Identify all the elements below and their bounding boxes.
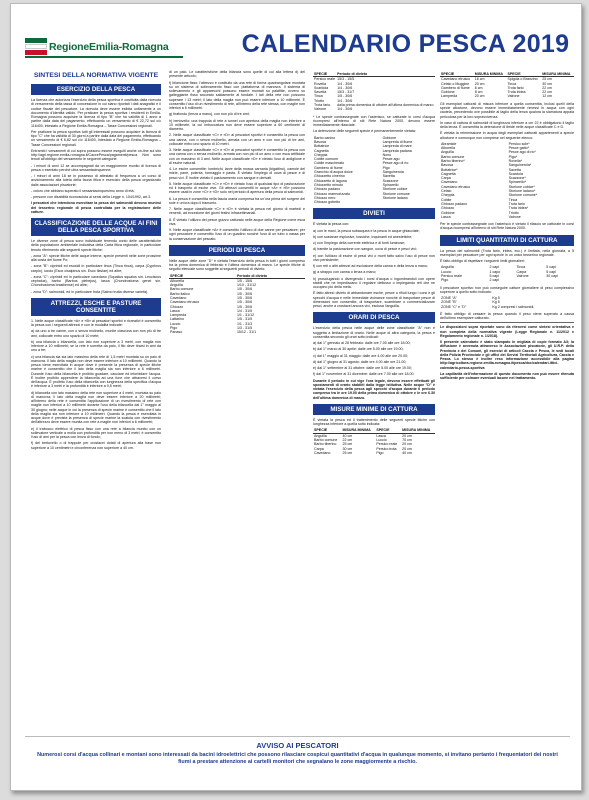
table-cell: 22 cm [542,85,553,90]
table-cell: Ghiozzo marmorizzato [314,191,350,196]
table-cell: Cobite [441,197,452,202]
table-cell [382,200,435,204]
table-cell: Cheppia [441,193,455,198]
table-cell: Ghiozzetto di laguna [314,178,347,183]
table-cell: 1/1 - 31/3 [236,321,253,326]
paragraph: 7. Nelle acque classificate «C» e «D» è vietata la pesca nel giorno di martedì e venerdì, ad eccezione dei giorni festivi infrasettimanali. [169,207,305,216]
table-cell: Persico reale [376,442,398,447]
table-cell: 1/4 - 30/6 [337,107,353,112]
table-cell: Sanguinerola* [508,163,532,168]
table-cell: Ghiozzo padano [441,201,468,206]
table-cell: Carpa [441,176,451,181]
table-cell: Trota fario [507,85,524,90]
column-1 [31,70,161,732]
table-cell: Cavedano [441,180,458,185]
table-cell: Trota fario [508,201,525,206]
table-cell: dalla prima domenica di ottobre all'ultima domenica di marzo [337,103,434,108]
protected-species-table [313,136,435,205]
minimum-size-body-2 [440,77,574,99]
divider [440,322,574,323]
table-cell: Ghiozzo gobetto [314,200,341,205]
paragraph: La licenza che autorizza l'esercizio della pesca sportiva è costituita dalla ricevuta di versamento della tassa di concessione in cui siano riportati i dati anagrafici e il codice fiscale del pescatore. La ricevuta deve essere esibita unitamente a un documento d'identità valido. Per praticare la pesca sportiva i residenti in Emilia-Romagna possono acquisire la licenza di tipo "B" che ha validità di 1 anno a partire dalla data del pagamento, effettuando un versamento di € 22,72 sul c/c 116400, intestato a Regione Emilia-Romagna – Tasse Concessioni regionali. [31,98,161,128]
region-logo [25,38,185,64]
table-cell: Pigo [376,450,384,455]
paragraph: La detenzione delle seguenti specie è permanentemente vietata: [313,129,416,134]
paragraph: La pesca dei salmonidi (Trota fario, iridea, ecc.) è limitata, nella giornata, a 5 esemplari per pescatore per ogni specie in un unico tesserino regionale. [440,248,574,257]
table-cell: 1/4 - 31/5 [236,308,253,313]
table-row [169,330,305,334]
paragraph: d) tramite la pasturazione con sangue, uova di pesce e pesci vivi; [313,247,417,252]
paragraph: a) da uno a tre canne, con o senza mulinello, munite ciascuna con non più di tre ami, collocate entro uno spazio di 10 metri; [31,329,161,338]
paragraph: - i minori di anni 12 se accompagnati da un maggiorenne munito di licenza di pesca o esentato perché ultra sessantacinquenne; [31,163,161,172]
table-cell: 30 cm [342,446,353,451]
paragraph: Gli esemplari catturati di misura inferiore a quella consentita, inclusi quelli della specie alloctone, devono essere immediatamente rimessi in acqua con ogni cautela, precedendo ove possibile al taglio della lenza qualora la slamatura appaia pericolosa per la loro sopravvivenza. [440,101,574,119]
footer-notice [25,736,570,786]
table-cell: Lasca [441,214,451,219]
table-cell: 15/12 - 31/1 [236,330,257,335]
paragraph: Entrambi i versamenti di cui sopra possono essere eseguiti anche on-line sul sito http://agri.regione.emilia-romagna.it/CaccePesca/pagamenti/pesca. Non sono tenuti all'obbligo del versamento le seguenti categorie: [31,148,161,162]
paragraph: La capillarità dell'informazione di questo documento non può essere ritenuta sufficiente per colmare eventuali lacune nel trattamento. [440,371,574,381]
paragraph: È fatto obbligo di rispettare i seguenti limiti giornalieri: [440,259,525,264]
paragraph: - zona "B": ciprinidi ed esocidi in particolare tinca (Tinca tinca), carpa (Cyprinus carpio), luccio (Esox cisalpinus sin. Esox flaviae) ed altre; [31,264,161,273]
zone-weights-table [440,296,574,309]
table-cell: 1/5 - 30/6 [236,291,253,296]
table-cell: Barbo italico [170,291,190,296]
table-cell: Vairone [508,214,521,219]
table-cell: Carpa [516,269,527,274]
table-cell: 1/5 - 31/5 [236,317,253,322]
table-cell: 15/3 - 15/5 [337,77,355,82]
table-header: MISURA MINIMA [341,428,375,433]
page-title: CALENDARIO PESCA 2019 [241,30,570,58]
paragraph: c) con l'impiego della corrente elettrica e di fonti luminose; [313,241,406,246]
table-cell: Trota iridea [507,90,526,95]
table-cell: Lampreda di fiume [382,139,413,144]
table-cell: Cefalo o Muggine [441,81,470,86]
table-header: SPECIE [169,274,236,279]
table-cell: 5 capi [546,265,556,270]
table-cell: Carpa [314,446,324,451]
column-4 [440,70,574,732]
table-cell: 20 cm [474,81,485,86]
paragraph: 1. Nelle acque classificate «A» e «B» ai pescatori sportivi e ricreativi è consentito la pesca con i seguenti attrezzi e con le modalità indicate: [31,318,161,327]
section-title-limiti: LIMITI QUANTITATIVI DI CATTURA [440,235,574,246]
table-cell: Nono [382,152,392,157]
table-cell: 8 cm [474,90,483,95]
table-cell: Pigo [441,278,449,283]
table-cell: Triotto [508,210,519,215]
table-cell: 1/5 - 15/6 [236,278,253,283]
paragraph: f) bilancione fisso: l'attrezzo è costituito da una rete di forma quadrangolare montata su un sistema di sollevamento fisso con piattaforma di manovra. Il sistema di sollevamento e gli apparecchi possono essere montati su palafitte, ovvero su galleggiante fisso ancorato saldamente al fondale. I lati della rete non possono superare i 13 metri; il lato della maglia non può essere inferiore a 10 millimetri. È consentito l'uso di un rivestimento di rete, all'interno della rete stessa, con maglie non inferiori a 6 millimetri. [169,80,305,110]
table-cell: Alborella [441,146,455,151]
table-cell: 40 cm [342,433,353,438]
logo-rule [25,56,183,58]
table-cell: Pesce ago di rio* [508,150,536,155]
table-cell: Vairone [314,107,327,112]
paragraph: * Le specie contrassegnate con l'asterisco, se catturate in corsi d'acqua ricompresi all'interno di siti Rete Natura 2000, devono essere immediatamente rilasciate. [313,114,435,128]
section-title-periodi: PERIODI DI PESCA [169,245,305,256]
table-cell: Abramide [441,141,457,146]
table-header: MISURA MINIMA [541,72,574,77]
table-cell: 2 capi [489,278,500,283]
table-cell: Barbo comune [441,154,465,159]
table-cell: 1/5 - 30/6 [236,300,253,305]
table-cell: Persico reale [441,273,462,278]
table-cell: Vairone [516,273,529,278]
table-cell: 1/1 - 31/12 [236,313,255,318]
table-cell: Pigo* [508,154,518,159]
table-cell: Kg 5 [492,296,500,301]
table-cell: 1/4 - 30/6 [337,81,353,86]
column-2 [169,70,305,732]
table-header: SPECIE [313,428,341,433]
table-cell: 16 cm [474,77,485,82]
table-cell: Cagnetta [314,148,329,153]
table-cell: Cobite comune [314,157,339,162]
paragraph: È fatto obbligo di cessare la pesca quando il peso viene superato a causa dell'ultimo esemplare catturato. [440,311,574,321]
minimum-size-table [313,428,435,455]
table-cell: ZONE "B" [441,300,457,305]
table-header: SPECIE [313,72,336,77]
table-cell: Pesce ago [382,157,400,162]
table-cell: Barbo comune [314,438,338,443]
table-cell: Trota fario [314,103,331,108]
table-header: MISURA MINIMA [474,72,507,77]
table-cell: Anguilla [170,283,183,288]
table-cell: Panaso [170,330,183,335]
paragraph: Il pescatore sportivo non può conseguire catture giornaliere di peso complessivo superiore a quello sotto indicato: [440,285,574,294]
table-cell: 1/4 - 30/6 [337,85,353,90]
table-cell: Bottatrice [314,144,330,149]
table-cell [516,278,546,282]
catch-limits-table [440,265,574,282]
table-cell: 25 cm [342,450,353,455]
table-cell: Tinca [507,81,517,86]
table-cell: Persico trota [376,446,397,451]
table-cell: Ghiozzetto minuto [314,182,343,187]
table-cell: Tinca [314,94,323,99]
paragraph: e) il trabocco elettrico di pesca fisso con una rete a bilancia munito con un sollevatore verticale a molla con profondità per non meno di 3 metri; è consentito l'uso di ami per la pesca con lenza di fondo; [31,426,161,439]
table-cell: Persico reale [314,77,335,82]
paragraph: 2. Nelle acque classificate «C» e «D» ai pescatori sportivi è consentito la pesca con una canna, con o senza mulinello, armata con un amo e con non più di tre ami, collocate entro uno spazio di 10 metri. [169,133,305,146]
paragraph: Le diverse zone di pesca sono individuate tenendo conto delle caratteristiche della popolazione ambientale indicativa della Carta Ittica regionale, in particolare tenuto riferimento alle seguenti specie ittiche: [31,239,161,252]
table-header: Periodo di divieto [336,72,435,77]
table-cell: Rovella [314,81,326,86]
list-item: b) dal 1° marzo al 30 aprile: dalle ore 5.00 alle ore 19.00; [313,347,404,352]
table-cell: Storione comune [382,191,410,196]
table-cell: 70 cm [402,438,412,443]
table-cell: Storione ladano [382,195,408,200]
table-row [313,107,435,111]
table-cell: Alborella [170,278,184,283]
table-cell: Storione cobice* [508,184,535,189]
table-cell: Sanguinerola [382,170,404,175]
table-cell: Granchio di acqua dolce [314,170,353,175]
paragraph: In caso di cattura di salmonidi di lunghezza inferiore a cm 22 è obbligatorio il taglio della lenza. È consentita la detenzione di ibride nelle acque classificate C e D. [440,120,574,130]
section-title-classificazione: CLASSIFICAZIONE DELLE ACQUE AI FINI DELLA PESCA SPORTIVA [31,218,161,236]
table-cell [545,278,574,282]
paragraph: a) con le mani, la pesca subacquea e la pesca in acque ghiacciate; [313,228,420,233]
paragraph: - zona "A": specie ittiche delle acque interne, specie presenti nelle zone prossime alla costa del fiume Po; [31,253,161,262]
paragraph: di un palo. Le caratteristiche della bilancia sono quelle di cui alla lettera d) del presente articolo; [169,70,305,79]
paragraph: d) bilancella con lato massimo della rete non superiore a 4 metri, montata su palo di manovra; il lato della maglia non deve essere inferiore a 20 millimetri; all'interno della rete è consentita l'applicazione di un rivestimento di rete con maglie non inferiori a 10 millimetri durante l'uso della bilancella dal 1° maggio al 30 giugno; nelle acque in cui la presenza di specie marine è consentito che il lato della maglia sia non inferiore a 10 millimetri. Quando la pesca è esercitata in acque dove è prevista la presenza di specie marine la scatola con rivestimento dell'attrezzo deve essere munita con rete a maglie non inferiori a 6 millimetri; [31,390,161,425]
table-cell: Cagnetta [441,171,456,176]
table-cell: Triotto [314,98,325,103]
paragraph: b) con sostanze esplosive, tossiche, inquinanti ed anestetiche; [313,234,413,239]
table-row [440,215,574,219]
table-cell: 20 cm [402,446,412,451]
table-cell: Bottatrice* [441,167,458,172]
table-cell: Gobione [441,210,455,215]
paragraph: Nelle acque delle zone "D" è vietata l'esercizio della pesca in tutti i giorni compreso tra la prima domenica di febbraio e l'ultima domenica di marzo. Le specie ittiche di seguito elencate sono soggette ai seguenti periodi di divieto: [169,258,305,272]
table-cell: Barbo tiberino [314,442,337,447]
periods-table [169,274,305,335]
periods-body-2 [313,77,435,112]
table-cell: Ghiozzetto cinerino [314,174,345,179]
table-cell: 25 cm [342,442,353,447]
protected-body [313,136,435,205]
table-cell: Savetta [382,174,395,179]
table-cell: Bavosa [441,163,453,168]
table-cell: Anguilla [441,150,454,155]
table-cell: Ghiozzo padano [314,187,341,192]
paragraph: Il presente calendario è stato stampato in migliaia di copie formato A3; la diffusione è avvenuta attraverso le Associazioni piscatorie, gli U.R.P. della Provincia e dei Comuni, gli esercizi di articoli Caccia e Pesca, le sedi locali della Polizia Provinciale e gli uffici dei Servizi Territoriali Agricoltura, Caccia e Pesca. Lo stesso è inoltre reso informazione accessibile alla pagina http://agricoltura.regione.emilia-romagna.it/pesca/doc/calendari-ittici-calendario-pesca-sportiva [440,340,574,370]
table-cell: Ghiozzo [441,206,455,211]
table-cell: Scardola [314,85,329,90]
table-cell: Cefalo [441,189,452,194]
column-3 [313,70,435,732]
table-cell: Luccio [376,438,387,443]
table-row [313,451,435,455]
table-cell: Trota iridea* [508,206,529,211]
list-item: f) dal 1° novembre al 31 dicembre: dalle ore 7.00 alle ore 18.00. [313,372,415,377]
table-cell: Scardola [508,171,523,176]
table-cell: Cavedano [170,295,187,300]
paragraph: h) prosciugando o divergendo i corsi d'acqua o ingombrandoli con opere stabili che ne impediscano il regolare deflusso o impiegando reti che ne occupino più della metà. [313,276,435,290]
alien-species-table [440,142,574,219]
section-title-divieti: DIVIETI [313,208,435,219]
table-cell: Scazzone [382,178,399,183]
table-cell: 12 cm [542,94,553,99]
table-cell: Lampreda [441,94,458,99]
table-cell: Luccio [441,269,452,274]
list-item: c) dal 1° maggio al 31 maggio: dalle ore 4.00 alle ore 20.00; [313,353,409,358]
paragraph: 9. Nelle acque classificate «A» è consentito l'utilizzo di due canne per pescatore; per ogni pescatore è consentito l'uso di un guadino nonché l'uso di un tubo o nassa per la conservazione del pescato. [169,228,305,241]
table-cell: Bavosa [314,139,326,144]
table-cell: Lampreda di mare [382,144,412,149]
table-cell: 1/4 - 30/6 [337,98,353,103]
normativa-heading: SINTESI DELLA NORMATIVA VIGENTE [33,72,159,79]
table-cell: Kg 2 compresi i salmonidi. [492,304,535,309]
table-row [313,200,435,204]
table-cell: Savetta [314,90,327,95]
table-row [440,278,574,282]
table-cell: Barbo comune [170,287,194,292]
table-cell: Vairone [507,94,520,99]
calendar-sheet [10,3,582,791]
table-cell: Barbo canino [314,135,336,140]
table-cell: 20 cm [402,442,412,447]
table-cell: Lampreda [170,313,187,318]
table-cell: Pigo [382,165,390,170]
table-cell: Persico sole* [508,141,530,146]
table-header: SPECIE [506,72,541,77]
table-cell: 25 cm [542,77,553,82]
table-cell: Gobione [441,90,455,95]
orari-list [313,341,435,377]
table-cell: Gambero di fiume [441,85,470,90]
table-cell: 5 capi [546,269,556,274]
table-cell: Gambero di fiume [314,165,343,170]
section-title-misure: MISURE MINIME DI CATTURA [313,404,435,415]
table-cell: 22 cm [542,90,553,95]
table-cell: 30 capi [546,273,558,278]
paragraph: b) una bilancia o bilancella, con lato non superiore a 3 metri, con maglia non inferiore a 10 millimetri; se la rete è sorretta da palo, il filo deve tirarsi in ami da uno a tre; [31,339,161,353]
table-cell: Spinarello [382,182,399,187]
table-cell: 40 cm [402,450,412,455]
table-cell: Spigola o Branzino [507,77,538,82]
table-cell: Spinarello* [508,180,527,185]
table-cell: ZONE "C" e "D" [441,304,467,309]
table-cell: 1/5 - 30/6 [236,304,253,309]
paragraph: f) del bertovello o di trappole per crostacei dotati di apertura alla base non superiore a 10 centimetri e circonferenza non superiore a 40 cm. [31,441,161,450]
table-cell: Tinca [508,197,518,202]
table-cell: 1/10 - 31/12 [236,283,257,288]
paragraph: Le disposizioni sopra riportate sono da ritenersi come sintesi orientativa e non completa della normativa vigente (Legge Regionale n. 11/2012 e Regolamento regionale n. 1/2018). [440,325,574,338]
table-cell: 1 capo [489,269,501,274]
section-title-orari: ORARI DI PESCA [313,312,435,323]
table-cell: Ghiozzo [170,304,184,309]
paragraph: È vietata la pesca con: [313,222,350,227]
table-cell: Lattarino [170,317,184,322]
section-title-esercizio: ESERCIZIO DELLA PESCA [31,84,161,95]
table-cell: Storione ladano* [508,189,536,194]
paragraph: e) con l'utilizzo di esche di pesci vivi o morti fatto salvo l'uso di pesce non vivo persistente; [313,253,435,262]
paragraph: - zona "C": ciprinidi ed in particolare cavedano (Squalius squalus sin. Leuciscus cephalus), barbo (Barbus plebejus), lasca (Chondrostoma genei sin. Chondrostoma brasiliense) ed altre; [31,274,161,288]
table-cell: Pesce ago di rio [382,161,409,166]
paragraph: - i minori di anni 18 se in possesso di attestato di frequenza a un corso di avvicinamento alla tutela della fauna ittica e esercizio della pesca organizzato dalle associazioni piscatorie; [31,174,161,187]
logo-mark-icon [25,38,47,54]
table-cell: Cavedano etrusco [441,77,471,82]
paragraph: 4. Le esche consentite: lombrichi, larve della mosca carnaria (bigattino), camole del miele, pane, polenta, formaggio e pasta. È vietato l'impiego di uova di pesce e di pesci vivi. È inoltre vietato il pasturamento con sangue e derivati. [169,167,305,180]
table-cell: Barbo tiberino* [441,158,465,163]
table-cell: Rovella* [508,158,523,163]
table-header: SPECIE [440,72,474,77]
paragraph: - persone con disabilità riconosciuta ai sensi della Legge n. 104/1992, art.3. [31,195,152,199]
table-cell: Pigo [170,326,178,331]
paragraph: g) tirafondo (lenza a mano), con non più di tre ami; [169,112,250,117]
table-cell: Storione cobice [382,187,408,192]
table-header: SPECIE [375,428,401,433]
table-cell: Gobione [382,135,397,140]
paragraph: f) con reti o altri attrezzi ad esclusione della canna e della lenza a mano; [313,264,428,269]
paragraph: Per le specie contrassegnate con l'asterisco è vietato il rilascio se catturate in corsi d'acqua ricompresi all'interno di siti Rete Natura 2000. [440,222,574,231]
table-cell: 6 cm [474,85,483,90]
table-cell: Lasca [170,308,180,313]
footer-text: Numerosi corsi d'acqua collinari e montani sono interessati da bacini idroelettrici che possono rilasciare cospicui quantitativi d'acqua in qualunque momento, si invitano pertanto i frequentatori dei nostri fiumi a prestare attenzione ai cartelli monitori che segnalano le zone maggiormente a rischio. [37,752,558,765]
section-title-attrezzi: ATTREZZI, ESCHE E PASTURE CONSENTITE [31,298,161,316]
table-cell: Luccio [170,321,181,326]
paragraph: 6. La pesca è consentita nella fascia oraria compresa tra un'ora prima del sorgere del sole e un'ora dopo il tramonto. [169,196,305,205]
table-cell: ZONE "A" [441,296,457,301]
minimum-size-table-continued [440,72,574,99]
table-row [440,305,574,309]
paragraph: È vietata la pesca ed il trattenimento delle seguenti specie ittiche con lunghezza inferiore a quella sotto indicata: [313,417,435,427]
logo-text: RegioneEmilia-Romagna [49,41,169,53]
zone-weights-body [440,296,574,309]
paragraph: - coloro che abbiano superato il sessantacinquesimo anno di età; [31,188,135,193]
table-cell: Scazzone* [508,176,526,181]
table-row [440,94,574,98]
table-cell: Cobite mascherato [314,161,345,166]
table-cell: Lampreda padana [382,148,412,153]
paragraph: h) bertovello: una trappola di rete a tunnel con apertura della maglia non inferiore a 10 millimetri, la cui imboccatura non deve essere superiore a 60 centimetri di diametro. [169,118,305,131]
table-cell: Tinca [516,265,526,270]
table-header: Periodo di divieto [236,274,305,279]
table-cell: 20 cm [474,94,485,99]
table-cell: 1/5 - 30/6 [236,295,253,300]
paragraph: 5. Nelle acque classificate «C» e «D» è vietato l'uso di qualsiasi tipo di pasturazione ed il trasporto di esche vive. Gli attrezzi consentiti in acque «A» e «B» possono essere usati in zone «C» e «D» solo nel periodo di apertura della pesca ai salmonidi. [169,181,305,195]
table-cell: Cavedano [314,450,331,455]
table-cell: 15/3 - 31/7 [337,90,355,95]
alien-body [440,142,574,219]
list-item: d) dal 1° giugno al 31 agosto: dalle ore 4.00 alle ore 21.00; [313,359,407,364]
paragraph: Durante il periodo in cui vige l'ora legale, devono essere effettuati gli spostamenti di orario stabiliti dalla legge istitutiva. Nelle acque "D" è vietata l'esercizio della pesca agli specchi d'acqua durante il periodo compreso tra le ore 19.00 della prima domenica di ottobre e le ore 6.30 dell'ultima domenica di marzo. [313,378,435,400]
table-cell: Anguilla [441,265,454,270]
paragraph: - zona "D": salmonidi, ed in particolare trota (Salmo trutta diverse varietà). [31,289,149,294]
table-cell: Lasca [376,433,386,438]
paragraph: L'esercizio della pesca nelle acque delle zone classificate "A" non è soggetta a limitazione di orario. Nelle acque di altra categoria, la pesca è consentita secondo gli orari sotto indicati: [313,326,435,339]
table-cell: 30 cm [542,81,553,86]
table-cell: Anguilla [314,433,327,438]
table-cell: Cavedano etrusco [441,184,471,189]
paragraph: È vietata la reimmissione in acqua degli esemplari catturati appartenenti a specie alloctone e comunque non comprese nel seguente elenco: [440,131,574,140]
catch-limits-body [440,265,574,282]
periods-body [169,278,305,334]
table-cell: 1/5 - 30/6 [236,287,253,292]
footer-title: AVVISO AI PESCATORI [256,741,339,750]
paragraph: c) una bilancia sia sia lato massimo della rete di 1,5 metri montata su un palo di manovra. Il lato della maglia non deve essere inferiore a 10 millimetri. Quando la pesca viene esercitata in acque dove è presente la presenza di specie ittiche marine è consentito che il lato della maglia sia non inferiore a 6 millimetri. Durante l'uso della bilancella è proibito guadare, cacciare ed intorbidare l'acqua. È inoltre proibito appendere la bilancella ad una fune che attraversi il corso dell'acqua. È proibito l'uso della bilancella con lunghezza della specifica d'acqua è inferiore a 3 metri e la profondità è inferiore a 0,5 metri; [31,354,161,389]
paragraph: I pescatori che intendono esercitare la pesca dei salmonidi devono munirsi del tesserino regionale di pesca controllata per la registrazione delle catture. [31,201,161,214]
table-cell: 22 cm [342,438,353,443]
paragraph: 3. Nelle acque classificate «C» e «D» ai pescatori sportivi è consentito la pesca con una canna con o senza mulinello, armata con non più di un amo o con esca artificiale con un massimo di 3 ami. Nelle acque classificate «D» è vietato l'uso di ardiglione e di esche naturali. [169,148,305,165]
table-cell: Savetta [508,167,521,172]
table-cell: 1/5 - 30/6 [337,94,353,99]
table-header: MISURA MINIMA [401,428,435,433]
table-cell: 20 cm [402,433,412,438]
table-cell: Ghiozzo nero [314,195,336,200]
table-cell: Kg 5 [492,300,500,305]
table-cell: 1/3 - 31/5 [236,326,253,331]
table-cell: 5 capi [489,273,500,278]
minimum-size-body [313,433,435,455]
table-cell: Pesce gatto* [508,146,530,151]
paragraph: È fatto altresì divieto di abbandonare esche, pesce o rifiuti lungo i corsi e gli specchi d'acqua e nelle immediate vicinanze nonché di trasportare pesce di dimensioni non consentite, di trasportare, scambiare o commercializzare pesci, anche a crostacei ancora vivi, esclusa l'anguilla. [313,291,435,309]
table-cell: Storione comune* [508,193,538,198]
paragraph: g) a strappo con canna o lenza a mano; [313,270,377,275]
table-cell: Cavedano etrusco [170,300,200,305]
periods-table-continued [313,72,435,112]
table-cell: Cheppia [314,152,328,157]
paragraph: Per praticare la pesca sportiva tutti gli interessati possono acquisire la licenza di tipo "C" che ha validità di 30 giorni a partire dalla data del pagamento, effettuando un versamento di € 6,82 sul c/c 116400, intestato a Regione Emilia-Romagna – Tasse Concessioni regionali. [31,129,161,147]
list-item: e) dal 1° settembre al 31 ottobre: dalle ore 5.00 alle ore 19.00; [313,366,412,371]
list-item: a) dal 1° gennaio al 28 febbraio: dalle ore 7.00 alle ore 18.00; [313,341,411,346]
paragraph: 8. È vietato l'utilizzo del pesce guizzo catturato nelle acque della Regione come esca viva. [169,217,305,226]
table-cell: 2 capi [489,265,500,270]
